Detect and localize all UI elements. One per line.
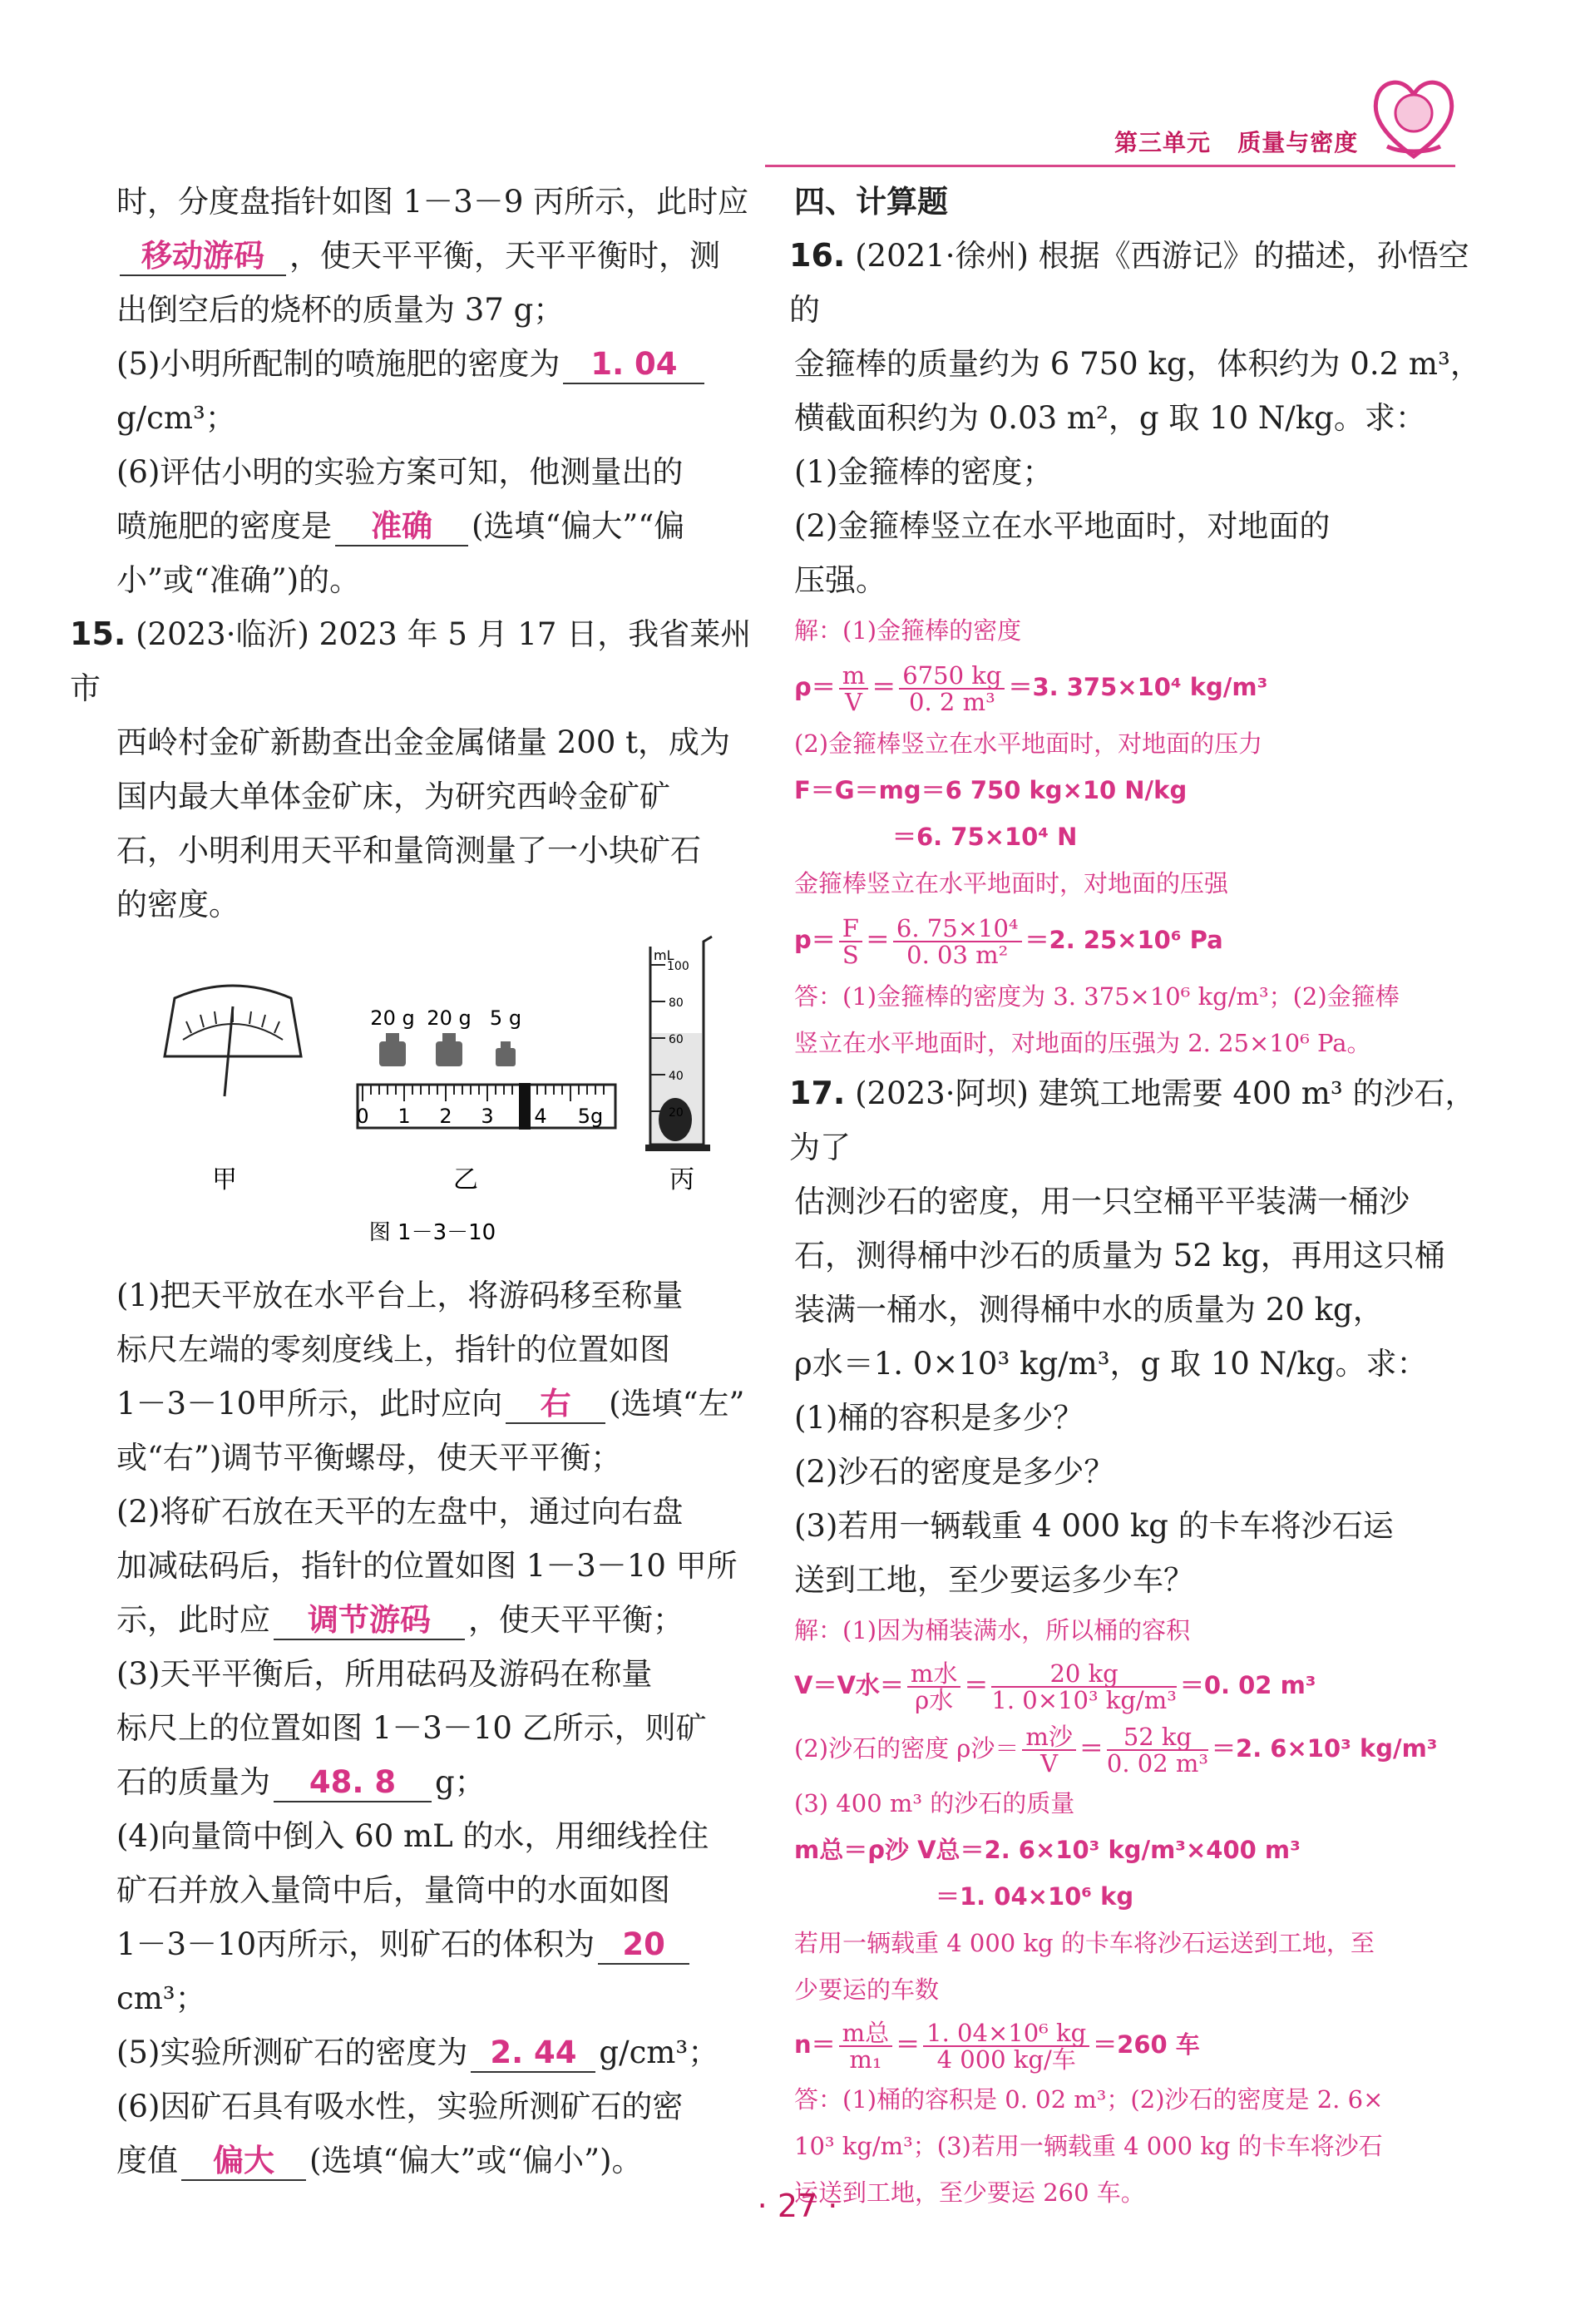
text-line: 送到工地，至少要运多少车？ — [794, 1562, 1194, 1598]
solution-line: (3) 400 m³ 的沙石的质量 — [794, 1789, 1075, 1817]
answer-blank: 20 — [598, 1926, 689, 1965]
text-line: 矿石并放入量筒中后，量筒中的水面如图 — [116, 1872, 670, 1908]
weight-label: 20 g — [427, 1006, 472, 1030]
balance-dial-figure — [165, 986, 301, 1194]
weight-20g — [379, 1041, 406, 1066]
answer-blank: 偏大 — [181, 2143, 306, 2181]
text-line: 时，分度盘指针如图 1－3－9 丙所示，此时应 — [116, 184, 749, 220]
solution-line: 若用一辆载重 4 000 kg 的卡车将沙石运送到工地，至 — [794, 1929, 1375, 1957]
solution-line: F＝G＝mg＝6 750 kg×10 N/kg — [794, 776, 1188, 804]
text-line: (2)将矿石放在天平的左盘中，通过向右盘 — [116, 1494, 684, 1530]
solution-line: 竖立在水平地面时，对地面的压强为 2. 25×10⁶ Pa。 — [794, 1029, 1371, 1057]
text-line: (3)天平平衡后，所用砝码及游码在称量 — [116, 1656, 653, 1692]
solution-line: 10³ kg/m³；(3)若用一辆载重 4 000 kg 的卡车将沙石 — [794, 2132, 1383, 2160]
figure-caption: 图 1－3－10 — [368, 1220, 496, 1245]
weight-20g — [436, 1041, 462, 1066]
text-line: (2)金箍棒竖立在水平地面时，对地面的 — [794, 508, 1331, 544]
text-line: (6)因矿石具有吸水性，实验所测矿石的密 — [116, 2089, 684, 2124]
answer-blank: 准确 — [335, 508, 468, 546]
left-column — [70, 175, 757, 932]
text-line: (1)把天平放在水平台上，将游码移至称量 — [116, 1278, 684, 1313]
answer-blank: 1. 04 — [563, 346, 704, 384]
text-line: (5)实验所测矿石的密度为 2. 44 g/cm³； — [116, 2025, 757, 2079]
text-line: 标尺左端的零刻度线上，指针的位置如图 — [116, 1332, 670, 1367]
right-column — [789, 175, 1484, 2216]
solution-line: 少要运的车数 — [794, 1975, 940, 2004]
question-16: 16. (2021·徐州) 根据《西游记》的描述，孙悟空的 — [789, 237, 1469, 328]
text-line: 示，此时应 调节游码 ，使天平平衡； — [116, 1593, 757, 1647]
text-line: 出倒空后的烧杯的质量为 37 g； — [116, 292, 565, 328]
answer-blank: 48. 8 — [274, 1764, 432, 1802]
solution-line: 答：(1)桶的容积是 0. 02 m³；(2)沙石的密度是 2. 6× — [794, 2085, 1384, 2114]
solution-line: m总＝ρ沙 V总＝2. 6×10³ kg/m³×400 m³ — [794, 1836, 1301, 1864]
text-line: 国内最大单体金矿床，为研究西岭金矿矿 — [116, 779, 670, 814]
weight-5g — [496, 1048, 516, 1066]
text-line: (1)金箍棒的密度； — [794, 454, 1054, 490]
solution-line: 解：(1)因为桶装满水，所以桶的容积 — [794, 1616, 1191, 1644]
scale-tick-label: 0 — [356, 1105, 369, 1128]
weight-label: 20 g — [370, 1006, 415, 1030]
header-divider — [765, 165, 1455, 167]
scale-tick-label: 4 — [534, 1105, 547, 1128]
cylinder-mark: 80 — [669, 996, 684, 1010]
text-line: 石，测得桶中沙石的质量为 52 kg，再用这只桶 — [794, 1238, 1445, 1273]
question-number: 16. — [789, 237, 846, 274]
text-line: 或“右”)调节平衡螺母，使天平平衡； — [116, 1440, 622, 1476]
text-line: (3)若用一辆载重 4 000 kg 的卡车将沙石运 — [794, 1508, 1394, 1544]
text-line: 的密度。 — [116, 887, 239, 922]
solution-16 — [794, 607, 1484, 1066]
text-line: 石的质量为 48. 8 g； — [116, 1755, 757, 1809]
answer-blank: 2. 44 — [471, 2035, 595, 2073]
solution-line: 解：(1)金箍棒的密度 — [794, 616, 1022, 645]
text-line: 加减砝码后，指针的位置如图 1－3－10 甲所 — [116, 1548, 738, 1584]
text-line: (5)小明所配制的喷施肥的密度为 1. 04 — [116, 337, 757, 391]
measuring-cylinder-figure — [645, 937, 712, 1194]
text-line: 石，小明利用天平和量筒测量了一小块矿石 — [116, 833, 701, 868]
text-line: 喷施肥的密度是 准确 (选填“偏大”“偏 — [116, 499, 757, 553]
weights-scale-figure — [356, 1006, 615, 1194]
question-number: 15. — [70, 616, 126, 652]
scale-tick-label: 2 — [439, 1105, 452, 1128]
text-line: 西岭村金矿新勘查出金金属储量 200 t，成为 — [116, 724, 731, 760]
fig-label-bing: 丙 — [669, 1165, 694, 1194]
page-number: · 27 · — [757, 2188, 838, 2224]
figure-1-3-10 — [158, 932, 740, 1248]
text-line: 估测沙石的密度，用一只空桶平平装满一桶沙 — [794, 1184, 1410, 1219]
text-line: 小”或“准确”)的。 — [116, 562, 361, 598]
answer-blank: 右 — [506, 1386, 605, 1424]
scale-tick-label: 5g — [577, 1105, 604, 1128]
unit-label: 第三单元 — [1114, 129, 1212, 156]
fig-label-jia: 甲 — [212, 1165, 237, 1194]
left-column-parts — [116, 1268, 757, 2188]
answer-blank: 调节游码 — [274, 1602, 465, 1640]
unit-header — [1114, 125, 1358, 158]
solution-formula: (2)沙石的密度 ρ沙＝ $\frac{\text{m沙}}{V}$ ＝ $\frac{52 kg}{\text{0. 02 m³}}$ ＝2. 6×10³ kg/m³ — [794, 1723, 1438, 1778]
text-line: (6)评估小明的实验方案可知，他测量出的 — [116, 454, 684, 490]
solution-line: 金箍棒竖立在水平地面时，对地面的压强 — [794, 869, 1229, 897]
solution-formula: n＝ $\frac{\text{m总}}{\text{m₁}}$ ＝ $\frac{\text{1. 04×10⁶ kg}}{\text{4 000 kg/车}}$ ＝260 车 — [794, 2019, 1200, 2074]
cylinder-mark: 100 — [667, 960, 689, 973]
scale-tick-label: 1 — [398, 1105, 411, 1128]
solution-line: 运送到工地，至少要运 260 车。 — [794, 2178, 1145, 2207]
text-line: (2)沙石的密度是多少？ — [794, 1454, 1115, 1490]
solution-line: ＝6. 75×10⁴ N — [892, 823, 1078, 851]
solution-formula: ρ＝ $\frac{m}{V}$ ＝ $\frac{6750 kg}{\text{0. 2 m³}}$ ＝3. 375×10⁴ kg/m³ — [794, 661, 1268, 716]
text-line: 1－3－10丙所示，则矿石的体积为 20cm³； — [116, 1917, 757, 2025]
cylinder-mark: 60 — [669, 1033, 684, 1046]
text-line: (1)桶的容积是多少？ — [794, 1400, 1084, 1436]
solution-17 — [794, 1607, 1484, 2216]
heart-logo-icon — [1370, 73, 1457, 163]
weight-label: 5 g — [489, 1006, 522, 1030]
text-line: ρ水＝1. 0×10³ kg/m³，g 取 10 N/kg。求： — [794, 1346, 1428, 1382]
question-number: 17. — [789, 1075, 846, 1111]
text-line: 压强。 — [794, 562, 886, 598]
text-line: 金箍棒的质量约为 6 750 kg，体积约为 0.2 m³， — [794, 346, 1481, 382]
solution-formula: V＝V水＝ $\frac{\text{m水}}{\text{ρ水}}$ ＝ $\frac{20 kg}{\text{1. 0×10³ kg/m³}}$ ＝0. 02 m³ — [794, 1659, 1316, 1714]
scale-tick-label: 3 — [481, 1105, 494, 1128]
solution-formula: p＝ $\frac{F}{S}$ ＝ $\frac{\text{6. 75×10⁴}}{\text{0. 03 m²}}$ ＝2. 25×10⁶ Pa — [794, 914, 1223, 969]
rider-slider — [519, 1083, 531, 1130]
solution-line: 答：(1)金箍棒的密度为 3. 375×10⁶ kg/m³；(2)金箍棒 — [794, 982, 1400, 1011]
text-line: (4)向量筒中倒入 60 mL 的水，用细线拴住 — [116, 1818, 709, 1854]
topic-label: 质量与密度 — [1237, 129, 1359, 156]
text-line: 移动游码 ，使天平平衡，天平平衡时，测 — [116, 229, 757, 283]
text-line: 装满一桶水，测得桶中水的质量为 20 kg， — [794, 1292, 1384, 1328]
question-15: 15. (2023·临沂) 2023 年 5 月 17 日，我省莱州市 — [70, 616, 752, 706]
cylinder-unit: mL — [654, 947, 674, 963]
ore-stone — [659, 1098, 692, 1141]
question-17: 17. (2023·阿坝) 建筑工地需要 400 m³ 的沙石，为了 — [789, 1075, 1476, 1165]
text-line: 1－3－10甲所示，此时应向 右 (选填“左” — [116, 1377, 757, 1431]
section-title: 四、计算题 — [794, 184, 948, 220]
cylinder-mark: 40 — [669, 1070, 684, 1083]
fig-label-yi: 乙 — [453, 1165, 478, 1194]
text-line: g/cm³； — [116, 400, 236, 436]
answer-blank: 移动游码 — [120, 238, 286, 276]
solution-line: (2)金箍棒竖立在水平地面时，对地面的压力 — [794, 729, 1263, 758]
solution-line: ＝1. 04×10⁶ kg — [936, 1882, 1134, 1911]
text-line: 度值 偏大 (选填“偏大”或“偏小”)。 — [116, 2134, 757, 2188]
text-line: 标尺上的位置如图 1－3－10 乙所示，则矿 — [116, 1710, 707, 1746]
cylinder-mark: 20 — [669, 1106, 684, 1120]
text-line: 横截面积约为 0.03 m²，g 取 10 N/kg。求： — [794, 400, 1426, 436]
